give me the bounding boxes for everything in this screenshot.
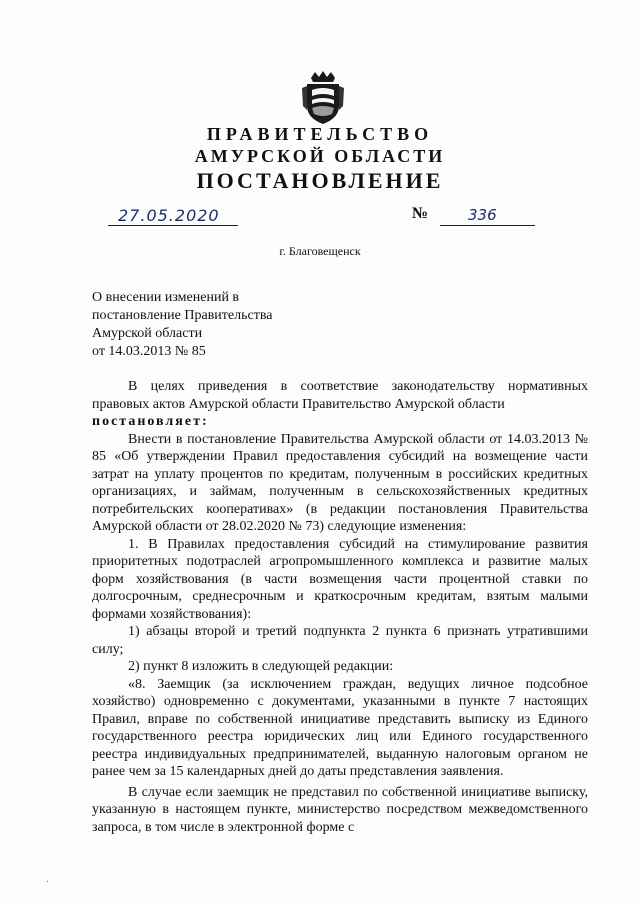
subject-line: Амурской области	[92, 326, 203, 341]
preamble-paragraph: В целях приведения в соответствие законодательству нормативных правовых актов Амурской области Правительство Амурской области	[92, 379, 588, 412]
coat-of-arms-icon	[301, 70, 345, 126]
decree-subject	[92, 289, 272, 361]
resolves-keyword: постановляет:	[92, 414, 209, 429]
subject-line: постановление Правительства	[92, 308, 273, 323]
rules-paragraph: 1. В Правилах предоставления субсидий на стимулирование развития приоритетных подотраслей агропромышленного комплекса и развитие малых форм хозяйствования (в части возмещения части процентной ставки по долгосрочным, среднесрочным и краткосрочным кредитам, взятым малыми формами хозяйствования):	[92, 536, 588, 622]
subject-line: от 14.03.2013 № 85	[92, 344, 206, 359]
quoted-paragraph: В случае если заемщик не представил по собственной инициативе выписку, указанную в настоящем пункте, министерство посредством межведомственного запроса, в том числе в электронной форме с	[92, 784, 588, 835]
document-type-title: ПОСТАНОВЛЕНИЕ	[196, 168, 444, 193]
government-title: ПРАВИТЕЛЬСТВО	[206, 124, 434, 144]
decree-date: 27.05.2020	[108, 206, 238, 226]
subitem-paragraph: 1) абзацы второй и третий подпункта 2 пункта 6 признать утратившими силу;	[92, 624, 588, 657]
scan-mark: ·	[46, 877, 50, 888]
region-title: АМУРСКОЙ ОБЛАСТИ	[194, 146, 446, 166]
amendment-paragraph: Внести в постановление Правительства Амурской области от 14.03.2013 № 85 «Об утверждении Правил предоставления субсидий на возмещение части затрат на уплату процентов по кредитам, полученным в российских кредитных организациях, и займам, полученным в сельскохозяйственных кредитных потребительских кооперативах» (в редакции постановления Правительства Амурской области от 28.02.2020 № 73) следующие изменения:	[92, 431, 588, 534]
decree-number: 336	[440, 206, 535, 226]
quoted-paragraph: «8. Заемщик (за исключением граждан, ведущих личное подсобное хозяйство) одновременно с документами, указанными в пункте 7 настоящих Правил, вправе по собственной инициативе представить выписку из Единого государственного реестра юридических лиц или Единого государственного реестра индивидуальных предпринимателей, выданную налоговым органом не ранее чем за 15 календарных дней до даты представления заявления.	[92, 676, 588, 779]
subitem-paragraph: 2) пункт 8 изложить в следующей редакции:	[128, 659, 394, 674]
subject-line: О внесении изменений в	[92, 290, 240, 305]
decree-body	[92, 378, 588, 836]
number-label: №	[412, 205, 429, 222]
city-name: г. Благовещенск	[279, 244, 361, 258]
